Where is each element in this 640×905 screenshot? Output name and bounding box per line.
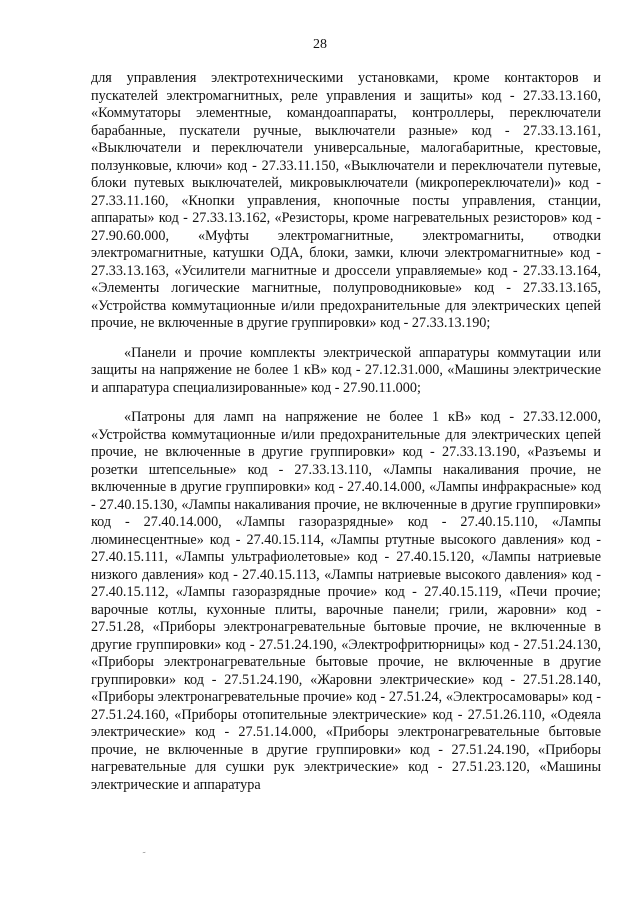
scan-artifact: ˜ [142,849,147,861]
paragraph-lamp-holders: «Патроны для ламп на напряжение не более 1 кВ» код - 27.33.12.000, «Устройства коммутационные и/или предохранительные для электрических цепей прочие, не включенные в другие группировки» код - 27.33.13.190, «Разъемы и розетки штепсельные» код - 27.33.13.110, «Лампы накаливания прочие, не включенные в другие группировки» код - 27.40.14.000, «Лампы инфракрасные» код - 27.40.15.130, «Лампы накаливания прочие, не включенные в другие группировки» код - 27.40.14.000, «Лампы газоразрядные» код - 27.40.15.110, «Лампы люминесцентные» код - 27.40.15.114, «Лампы ртутные высокого давления» код - 27.40.15.111, «Лампы ультрафиолетовые» код - 27.40.15.120, «Лампы натриевые низкого давления» код - 27.40.15.113, «Лампы натриевые высокого давления» код - 27.40.15.112, «Лампы газоразрядные прочие» код - 27.40.15.119, «Печи прочие; варочные котлы, кухонные плиты, варочные панели; грили, жаровни» код - 27.51.28, «Приборы электронагревательные бытовые прочие, не включенные в другие группировки» код - 27.51.24.190, «Электрофритюрницы» код - 27.51.24.130, «Приборы электронагревательные бытовые прочие, не включенные в другие группировки» код - 27.51.24.190, «Жаровни электрические» код - 27.51.28.140, «Приборы электронагревательные прочие» код - 27.51.24, «Электросамовары» код - 27.51.24.160, «Приборы отопительные электрические» код - 27.51.26.110, «Одеяла электрические» код - 27.51.14.000, «Приборы электронагревательные бытовые прочие, не включенные в другие группировки» код - 27.51.24.190, «Приборы нагревательные для сушки рук электрические» код - 27.51.23.120, «Машины электрические и аппаратура [91,409,601,793]
document-body [91,70,601,794]
page-number: 28 [313,37,327,52]
paragraph-panels: «Панели и прочие комплекты электрической аппаратуры коммутации или защиты на напряжение не более 1 кВ» код - 27.12.31.000, «Машины электрические и аппаратура специализированные» код - 27.90.11.000; [91,344,601,396]
paragraph-continuation: для управления электротехническими установками, кроме контакторов и пускателей электромагнитных, реле управления и защиты» код - 27.33.13.160, «Коммутаторы элементные, командоаппараты, контроллеры, переключатели барабанные, пускатели ручные, выключатели разные» код - 27.33.13.161, «Выключатели и переключатели универсальные, малогабаритные, крестовые, ползунковые, ключи» код - 27.33.11.150, «Выключатели и переключатели путевые, блоки путевых выключателей, микровыключатели (микропереключатели)» код - 27.33.11.160, «Кнопки управления, кнопочные посты управления, станции, аппараты» код - 27.33.13.162, «Резисторы, кроме нагревательных резисторов» код - 27.90.60.000, «Муфты электромагнитные, электромагниты, отводки электромагнитные, катушки ОДА, блоки, замки, ключи электромагнитные» код - 27.33.13.163, «Усилители магнитные и дроссели управляемые» код - 27.33.13.164, «Элементы логические магнитные, полупроводниковые» код - 27.33.13.165, «Устройства коммутационные и/или предохранительные для электрических цепей прочие, не включенные в другие группировки» код - 27.33.13.190; [91,70,601,331]
